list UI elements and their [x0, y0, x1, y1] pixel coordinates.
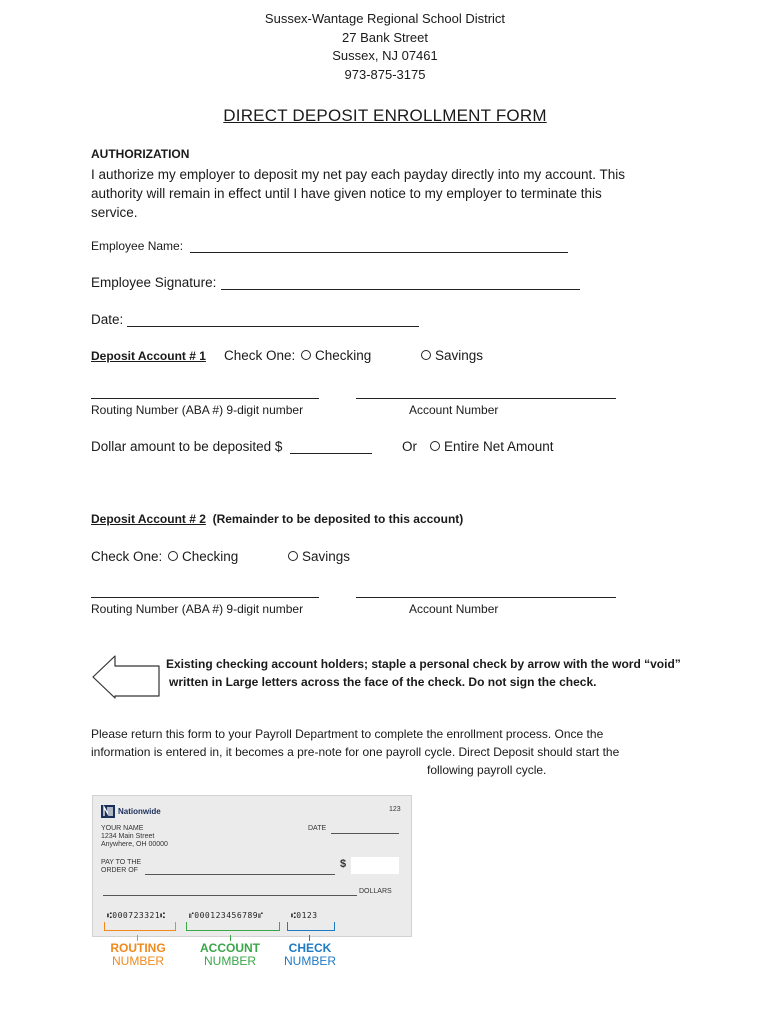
return-line: following payroll cycle.	[427, 763, 547, 777]
employee-name-label: Employee Name:	[91, 239, 184, 253]
caption-line: NUMBER	[283, 954, 336, 968]
authorization-text	[91, 165, 625, 222]
caption-line: ROUTING	[110, 941, 166, 955]
dollar-amount-field[interactable]	[290, 453, 372, 454]
deposit-account-2-heading: Deposit Account # 2	[91, 512, 206, 526]
form-title: DIRECT DEPOSIT ENROLLMENT FORM	[223, 106, 547, 125]
holder-address: Anywhere, OH 00000	[101, 841, 168, 848]
caption-line: NUMBER	[111, 954, 164, 968]
deposit-account-2-heading-row	[91, 512, 463, 526]
authorization-heading: AUTHORIZATION	[91, 147, 190, 161]
return-line: Please return this form to your Payroll Department to complete the enrollment process. Once the	[91, 727, 604, 741]
amount-box	[351, 857, 399, 874]
savings-label: Savings	[435, 348, 484, 363]
sample-check-image	[92, 795, 412, 937]
radio-circle-icon	[168, 551, 178, 561]
staple-line: Existing checking account holders; staple a personal check by arrow with the word “void”	[166, 657, 681, 671]
micr-check: ⑆0123	[291, 911, 318, 920]
staple-line: written in Large letters across the face of the check. Do not sign the check.	[169, 675, 597, 689]
account-number-field-2[interactable]	[356, 597, 616, 598]
district-phone: 973-875-3175	[344, 66, 426, 82]
check-number-caption	[272, 942, 348, 968]
date-field[interactable]	[127, 326, 419, 327]
routing-bracket	[104, 922, 176, 931]
check-one-label-2: Check One:	[91, 549, 163, 564]
checking-label: Checking	[315, 348, 372, 363]
dollars-label: DOLLARS	[359, 888, 392, 895]
bank-name: Nationwide	[118, 807, 161, 816]
return-line: information is entered in, it becomes a pre-note for one payroll cycle. Direct Deposit should start the	[91, 745, 620, 759]
staple-arrow-icon	[91, 651, 161, 703]
entire-net-amount-radio[interactable]	[430, 439, 554, 454]
check-date-label: DATE	[308, 825, 327, 832]
radio-circle-icon	[430, 441, 440, 451]
check-number: 123	[389, 806, 401, 813]
check-dollar-sign: $	[340, 858, 347, 870]
pay-to-text: ORDER OF	[101, 867, 138, 874]
account-number-label-1: Account Number	[409, 403, 499, 417]
nationwide-logo-icon	[101, 805, 115, 818]
deposit-account-2-note: (Remainder to be deposited to this account)	[212, 512, 464, 526]
checking-label: Checking	[182, 549, 239, 564]
caption-line: NUMBER	[203, 954, 256, 968]
check-one-label: Check One:	[224, 348, 296, 363]
employee-name-field[interactable]	[190, 252, 568, 253]
holder-name: YOUR NAME	[101, 825, 144, 832]
check-date-line	[331, 833, 399, 834]
micr-routing: ⑆000723321⑆	[107, 911, 166, 920]
account-number-caption	[190, 942, 270, 968]
date-label: Date:	[91, 312, 124, 327]
account-number-field-1[interactable]	[356, 398, 616, 399]
caption-line: CHECK	[288, 941, 332, 955]
savings-radio-2[interactable]	[288, 549, 350, 564]
district-name: Sussex-Wantage Regional School District	[264, 11, 506, 26]
account-holder	[101, 825, 168, 849]
savings-radio-1[interactable]	[421, 348, 483, 363]
letterhead	[0, 10, 770, 84]
entire-net-amount-label: Entire Net Amount	[444, 439, 554, 454]
staple-instructions	[166, 655, 681, 691]
account-bracket	[186, 922, 280, 931]
district-street: 27 Bank Street	[342, 29, 428, 45]
routing-number-field-2[interactable]	[91, 597, 319, 598]
or-label: Or	[402, 439, 417, 454]
routing-number-label-2: Routing Number (ABA #) 9-digit number	[91, 602, 304, 616]
employee-signature-label: Employee Signature:	[91, 275, 217, 290]
return-instructions	[91, 725, 619, 779]
checking-radio-2[interactable]	[168, 549, 238, 564]
radio-circle-icon	[301, 350, 311, 360]
written-amount-line	[103, 895, 357, 896]
caption-line: ACCOUNT	[200, 941, 260, 955]
authorization-line: authority will remain in effect until I have given notice to my employer to terminate this	[91, 186, 602, 201]
radio-circle-icon	[421, 350, 431, 360]
checking-radio-1[interactable]	[301, 348, 371, 363]
dollar-amount-label: Dollar amount to be deposited $	[91, 439, 283, 454]
holder-address: 1234 Main Street	[101, 833, 155, 840]
routing-number-label-1: Routing Number (ABA #) 9-digit number	[91, 403, 304, 417]
savings-label: Savings	[302, 549, 351, 564]
routing-number-field-1[interactable]	[91, 398, 319, 399]
payee-line	[145, 874, 335, 875]
deposit-account-1-heading: Deposit Account # 1	[91, 349, 206, 363]
pay-to-label	[101, 859, 141, 875]
pay-to-text: PAY TO THE	[101, 859, 142, 866]
account-number-label-2: Account Number	[409, 602, 499, 616]
routing-number-caption	[100, 942, 176, 968]
district-city: Sussex, NJ 07461	[332, 48, 438, 63]
employee-signature-field[interactable]	[221, 289, 580, 290]
authorization-line: I authorize my employer to deposit my net pay each payday directly into my account. This	[91, 167, 626, 182]
radio-circle-icon	[288, 551, 298, 561]
micr-account: ⑈000123456789⑈	[189, 911, 264, 920]
authorization-line: service.	[91, 205, 138, 220]
check-bracket	[287, 922, 335, 931]
